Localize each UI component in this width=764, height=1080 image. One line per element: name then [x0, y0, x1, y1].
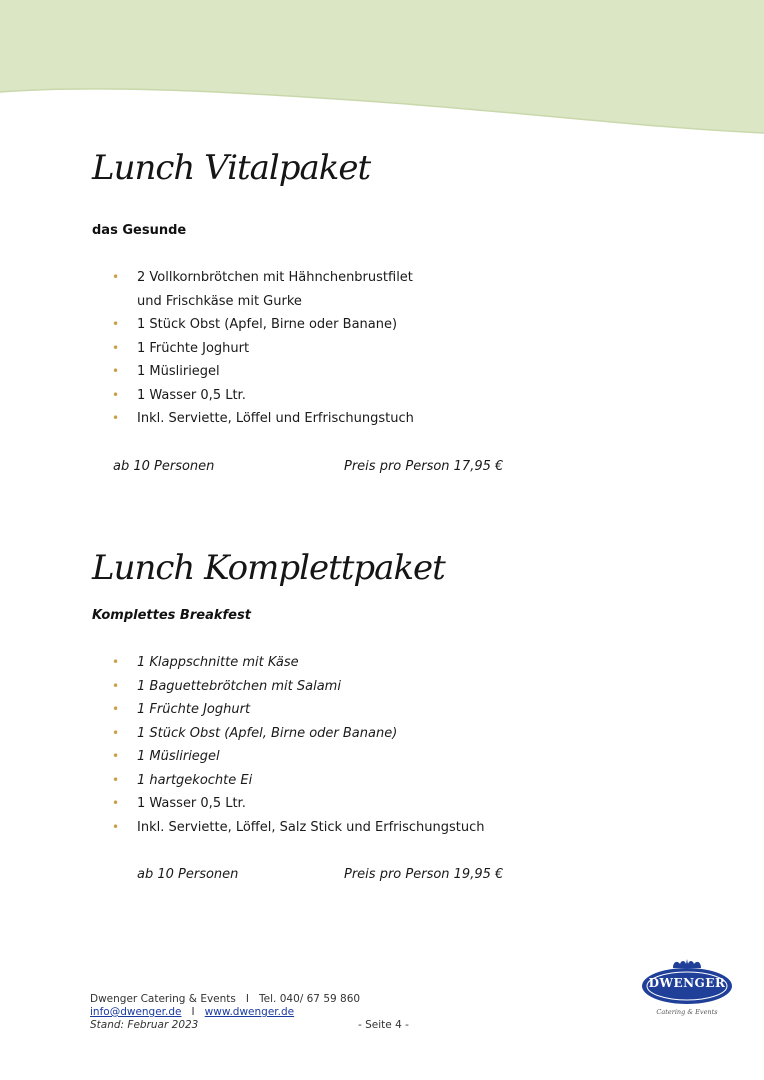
section-title-komplettpaket: Lunch Komplettpaket [92, 548, 445, 588]
list-item: • 2 Vollkornbrötchen mit Hähnchenbrustfilet und Frischkäse mit Gurke [112, 266, 414, 313]
bullet-icon: • [112, 364, 120, 378]
dwenger-logo [640, 958, 734, 1022]
bullet-icon: • [112, 819, 120, 834]
bullet-icon: • [112, 725, 120, 740]
bullet-icon: • [112, 317, 120, 331]
list-item: • 1 Klappschnitte mit Käse [112, 651, 485, 675]
list-item: • 1 Früchte Joghurt [112, 337, 414, 361]
footer-separator: I [245, 993, 250, 1005]
company-name: Dwenger Catering & Events [90, 993, 236, 1005]
list-item: • 1 hartgekochte Ei [112, 769, 485, 793]
footer-separator: I [191, 1006, 195, 1018]
price-komplettpaket: Preis pro Person 19,95 € [344, 867, 504, 882]
list-item: • 1 Müsliriegel [112, 360, 414, 384]
bullet-icon: • [112, 655, 120, 669]
list-item: • 1 Wasser 0,5 Ltr. [112, 384, 414, 408]
logo-name: DWENGER [648, 976, 726, 990]
document-date: Stand: Februar 2023 [90, 1019, 199, 1031]
list-item: • 1 Stück Obst (Apfel, Birne oder Banane) [112, 313, 414, 337]
min-persons-vitalpaket: ab 10 Personen [113, 459, 215, 474]
bullet-icon: • [112, 340, 120, 355]
bullet-icon: • [112, 678, 120, 693]
bullet-icon: • [112, 411, 120, 425]
list-item: • 1 Stück Obst (Apfel, Birne oder Banane) [112, 722, 485, 746]
page-number: - Seite 4 - [358, 1019, 409, 1031]
bullet-icon: • [112, 270, 120, 284]
item-list-komplettpaket [112, 651, 485, 839]
list-item: • Inkl. Serviette, Löffel, Salz Stick und Erfrischungstuch [112, 816, 485, 840]
bullet-icon: • [112, 387, 120, 402]
footer-contact [90, 993, 360, 1032]
logo-tagline: Catering & Events [656, 1008, 718, 1016]
footer-line-company [90, 993, 360, 1006]
min-persons-komplettpaket: ab 10 Personen [137, 867, 239, 882]
bullet-icon: • [112, 772, 120, 787]
section-subtitle-vitalpaket: das Gesunde [92, 223, 187, 238]
bullet-icon: • [112, 749, 120, 763]
email-link[interactable]: info@dwenger.de [90, 1006, 182, 1018]
phone-number: Tel. 040/ 67 59 860 [259, 993, 361, 1005]
header-wave-decoration [0, 0, 764, 140]
bullet-icon: • [112, 702, 120, 716]
list-item: • 1 Baguettebrötchen mit Salami [112, 675, 485, 699]
item-list-vitalpaket [112, 266, 414, 431]
bullet-icon: • [112, 796, 120, 810]
footer-line-links [90, 1006, 360, 1019]
section-title-vitalpaket: Lunch Vitalpaket [92, 148, 371, 188]
price-vitalpaket: Preis pro Person 17,95 € [344, 459, 504, 474]
list-item: • 1 Früchte Joghurt [112, 698, 485, 722]
list-item: • 1 Müsliriegel [112, 745, 485, 769]
section-subtitle-komplettpaket: Komplettes Breakfest [92, 608, 251, 623]
list-item: • Inkl. Serviette, Löffel und Erfrischungstuch [112, 407, 414, 431]
website-link[interactable]: www.dwenger.de [204, 1006, 295, 1018]
list-item: • 1 Wasser 0,5 Ltr. [112, 792, 485, 816]
